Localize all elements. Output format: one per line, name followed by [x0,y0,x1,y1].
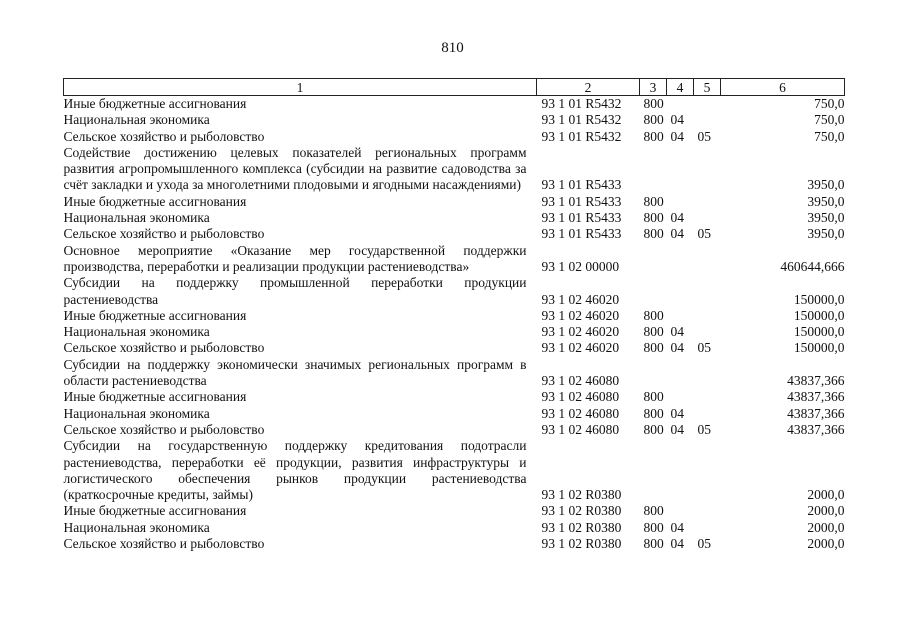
row-name-cell: Национальная экономика [63,112,210,128]
row-name-cell: Субсидии на поддержку экономически значимых региональных программ в области растениеводства [63,356,527,389]
row-section-cell: 04 [670,519,684,535]
row-amount-cell: 3950,0 [807,226,845,242]
row-amount-cell: 43837,366 [787,389,845,405]
row-expense-type-cell: 800 [643,503,664,519]
row-code-cell: 93 1 01 R5433 [541,193,622,209]
row-expense-type-cell: 800 [643,96,664,111]
table-row [64,308,845,324]
row-subsection-cell [694,438,721,503]
row-code-cell: 93 1 01 R5432 [541,128,622,144]
row-amount-cell: 2000,0 [807,519,845,535]
table-row [64,129,845,145]
column-header-section: 4 [667,79,694,96]
row-code-cell: 93 1 01 R5433 [541,226,622,242]
column-header-subsection: 5 [694,79,721,96]
row-section-cell [667,243,694,276]
row-code-cell: 93 1 02 R0380 [541,536,622,552]
row-section-cell: 04 [670,421,684,437]
row-code-cell: 93 1 02 46020 [541,340,620,356]
row-subsection-cell [694,357,721,390]
row-name-cell: Сельское хозяйство и рыболовство [63,226,265,242]
row-amount-cell: 150000,0 [793,307,845,323]
row-subsection-cell: 05 [697,340,711,356]
row-expense-type-cell: 800 [643,226,664,242]
row-amount-cell: 750,0 [814,128,845,144]
row-section-cell: 04 [670,128,684,144]
row-amount-cell: 3950,0 [807,193,845,209]
table-row [64,194,845,210]
row-section-cell: 04 [670,210,684,226]
row-subsection-cell [694,210,721,226]
row-section-cell: 04 [670,226,684,242]
row-code-cell: 93 1 02 46020 [541,291,620,307]
row-section-cell: 04 [670,340,684,356]
row-name-cell: Национальная экономика [63,519,210,535]
table-row [64,112,845,128]
row-section-cell [667,275,694,308]
row-subsection-cell [694,308,721,324]
row-subsection-cell [694,194,721,210]
row-expense-type-cell: 800 [643,307,664,323]
row-amount-cell: 3950,0 [807,210,845,226]
budget-table [63,78,845,552]
row-section-cell [667,194,694,210]
page-number: 810 [441,40,464,56]
row-amount-cell: 43837,366 [787,373,845,389]
row-subsection-cell [694,503,721,519]
row-name-cell: Иные бюджетные ассигнования [63,389,247,405]
row-code-cell: 93 1 02 46080 [541,389,620,405]
row-subsection-cell [694,520,721,536]
row-expense-type-cell [640,243,667,276]
row-subsection-cell [694,324,721,340]
table-row [64,422,845,438]
row-code-cell: 93 1 02 46080 [541,421,620,437]
row-expense-type-cell: 800 [643,128,664,144]
row-name-cell: Национальная экономика [63,210,210,226]
row-name-cell: Национальная экономика [63,324,210,340]
table-row [64,275,845,308]
row-subsection-cell [694,406,721,422]
table-row [64,96,845,113]
row-name-cell: Сельское хозяйство и рыболовство [63,128,265,144]
row-amount-cell: 750,0 [814,96,845,111]
row-code-cell: 93 1 02 46080 [541,373,620,389]
row-code-cell: 93 1 01 R5432 [541,112,622,128]
row-code-cell: 93 1 02 00000 [541,258,620,274]
row-amount-cell: 43837,366 [787,405,845,421]
row-expense-type-cell: 800 [643,112,664,128]
row-section-cell [667,96,694,113]
row-name-cell: Сельское хозяйство и рыболовство [63,340,265,356]
row-expense-type-cell: 800 [643,389,664,405]
row-code-cell: 93 1 02 46020 [541,324,620,340]
table-row [64,503,845,519]
row-expense-type-cell: 800 [643,193,664,209]
row-subsection-cell [694,112,721,128]
row-code-cell: 93 1 01 R5433 [541,210,622,226]
table-header-row [64,79,845,96]
row-amount-cell: 3950,0 [807,177,845,193]
table-row [64,357,845,390]
table-row [64,520,845,536]
row-expense-type-cell: 800 [643,421,664,437]
row-code-cell: 93 1 02 46080 [541,405,620,421]
row-code-cell: 93 1 01 R5432 [541,96,622,111]
row-name-cell: Содействие достижению целевых показателей региональных программ развития агропромышленного комплекса (субсидии на развитие садоводства за счёт закладки и ухода за многолетними плодовыми и ягодными насаждениями) [63,144,527,193]
table-row [64,145,845,194]
row-code-cell: 93 1 02 R0380 [541,487,622,503]
row-subsection-cell: 05 [697,421,711,437]
row-name-cell: Основное мероприятие «Оказание мер государственной поддержки производства, переработки и реализации продукции растениеводства» [63,242,527,274]
row-section-cell: 04 [670,112,684,128]
table-row [64,210,845,226]
row-amount-cell: 150000,0 [793,340,845,356]
row-expense-type-cell: 800 [643,405,664,421]
row-code-cell: 93 1 02 46020 [541,307,620,323]
row-section-cell [667,503,694,519]
row-subsection-cell [694,275,721,308]
row-name-cell: Национальная экономика [63,405,210,421]
row-name-cell: Субсидии на государственную поддержку кредитования подотрасли растениеводства, переработки её продукции, развития инфраструктуры и логистического обеспечения рынков продукции растениеводства (краткосрочные кредиты, займы) [63,438,527,503]
row-code-cell: 93 1 02 R0380 [541,503,622,519]
row-expense-type-cell: 800 [643,340,664,356]
row-expense-type-cell [640,145,667,194]
row-amount-cell: 2000,0 [807,487,845,503]
row-name-cell: Субсидии на поддержку промышленной переработки продукции растениеводства [63,275,527,307]
row-section-cell [667,308,694,324]
row-section-cell: 04 [670,324,684,340]
row-expense-type-cell: 800 [643,536,664,552]
row-section-cell: 04 [670,405,684,421]
row-amount-cell: 43837,366 [787,421,845,437]
row-amount-cell: 750,0 [814,112,845,128]
table-row [64,243,845,276]
row-subsection-cell [694,389,721,405]
row-code-cell: 93 1 01 R5433 [541,177,622,193]
row-section-cell: 04 [670,536,684,552]
row-section-cell [667,357,694,390]
table-row [64,406,845,422]
row-name-cell: Иные бюджетные ассигнования [63,96,247,111]
row-expense-type-cell: 800 [643,519,664,535]
table-row [64,324,845,340]
row-name-cell: Иные бюджетные ассигнования [63,307,247,323]
row-name-cell: Иные бюджетные ассигнования [63,503,247,519]
table-row [64,389,845,405]
row-expense-type-cell: 800 [643,324,664,340]
row-subsection-cell [694,145,721,194]
column-header-name: 1 [64,79,537,96]
row-section-cell [667,389,694,405]
table-body [64,96,845,553]
row-amount-cell: 2000,0 [807,536,845,552]
row-subsection-cell: 05 [697,226,711,242]
row-code-cell: 93 1 02 R0380 [541,519,622,535]
row-name-cell: Сельское хозяйство и рыболовство [63,536,265,552]
table-row [64,226,845,242]
row-subsection-cell: 05 [697,128,711,144]
row-amount-cell: 150000,0 [793,291,845,307]
row-name-cell: Иные бюджетные ассигнования [63,193,247,209]
table-row [64,536,845,552]
row-amount-cell: 460644,666 [780,258,845,274]
column-header-code: 2 [537,79,640,96]
row-expense-type-cell: 800 [643,210,664,226]
column-header-amount: 6 [721,79,845,96]
row-subsection-cell [694,243,721,276]
row-amount-cell: 150000,0 [793,324,845,340]
table-row [64,340,845,356]
table-row [64,438,845,503]
row-section-cell [667,438,694,503]
row-expense-type-cell [640,275,667,308]
row-section-cell [667,145,694,194]
row-expense-type-cell [640,438,667,503]
row-expense-type-cell [640,357,667,390]
row-name-cell: Сельское хозяйство и рыболовство [63,421,265,437]
row-subsection-cell [694,96,721,113]
row-amount-cell: 2000,0 [807,503,845,519]
row-subsection-cell: 05 [697,536,711,552]
column-header-expense-type: 3 [640,79,667,96]
